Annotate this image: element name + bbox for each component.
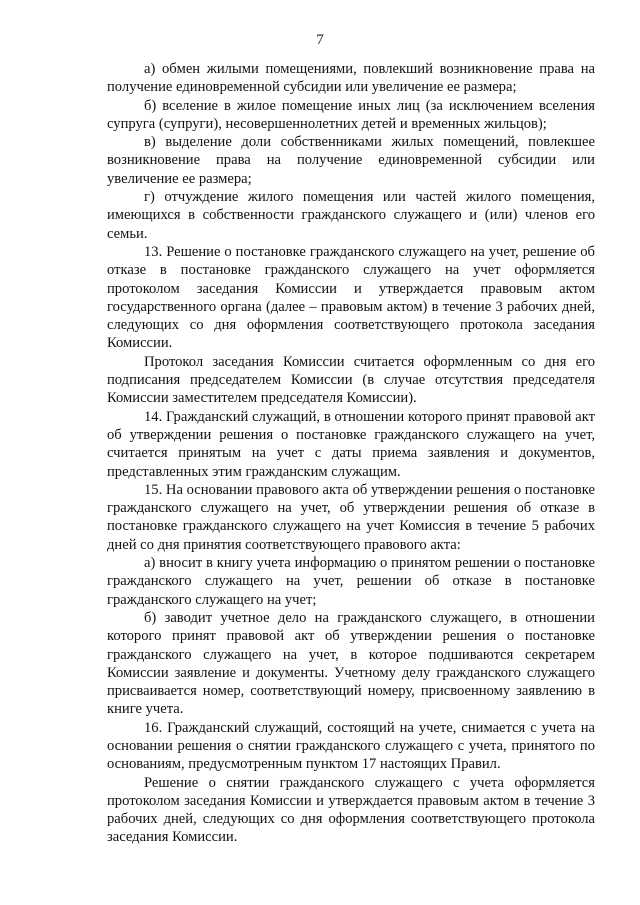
paragraph-3d: г) отчуждение жилого помещения или частей жилого помещения, имеющихся в собственности гражданского служащего и (или) членов его семьи.: [107, 189, 595, 242]
paragraph-15a: а) вносит в книгу учета информацию о принятом решении о постановке гражданского служащего на учет, решении об отказе в постановке гражданского служащего на учет;: [107, 555, 595, 608]
document-body: [107, 60, 595, 847]
paragraph-14: 14. Гражданский служащий, в отношении которого принят правовой акт об утверждении решения о постановке гражданского служащего на учет, считается принятым на учет с даты приема заявления и документов, представленных этим гражданским служащим.: [107, 408, 595, 480]
paragraph-16-decision: Решение о снятии гражданского служащего с учета оформляется протоколом заседания Комиссии и утверждается правовым актом в течение 3 рабочих дней, следующих со дня оформления соответствующего протокола заседания Комиссии.: [107, 774, 595, 846]
paragraph-3a: а) обмен жилыми помещениями, повлекший возникновение права на получение единовременной субсидии или увеличение ее размера;: [107, 61, 595, 96]
paragraph-13-protocol: Протокол заседания Комиссии считается оформленным со дня его подписания председателем Комиссии (в случае отсутствия председателя Комиссии заместителем председателя Комиссии).: [107, 353, 595, 407]
paragraph-15: 15. На основании правового акта об утверждении решения о постановке гражданского служащего на учет, об утверждении решения об отказе в постановке гражданского служащего на учет Комиссия в течение 5 рабочих дней со дня принятия соответствующего правового акта:: [107, 481, 595, 553]
paragraph-15b: б) заводит учетное дело на гражданского служащего, в отношении которого принят правовой акт об утверждении решения о постановке гражданского служащего на учет, в которое подшиваются секретарем Комиссии заявление и документы. Учетному делу гражданского служащего присваивается номер, соответствующий номеру, присвоенному заявлению в книге учета.: [107, 609, 595, 718]
paragraph-16: 16. Гражданский служащий, состоящий на учете, снимается с учета на основании решения о снятии гражданского служащего с учета, принятого по основаниям, предусмотренным пунктом 17 настоящих Правил.: [107, 719, 595, 773]
paragraph-3b: б) вселение в жилое помещение иных лиц (за исключением вселения супруга (супруги), несовершеннолетних детей и временных жильцов);: [107, 97, 595, 132]
paragraph-3c: в) выделение доли собственниками жилых помещений, повлекшее возникновение права на получение единовременной субсидии или увеличение ее размера;: [107, 134, 595, 187]
paragraph-13: 13. Решение о постановке гражданского служащего на учет, решение об отказе в постановке гражданского служащего на учет оформляется протоколом заседания Комиссии и утверждается правовым актом государственного органа (далее – правовым актом) в течение 3 рабочих дней, следующих со дня оформления соответствующего протокола заседания Комиссии.: [107, 243, 595, 352]
page-number: 7: [316, 32, 324, 48]
